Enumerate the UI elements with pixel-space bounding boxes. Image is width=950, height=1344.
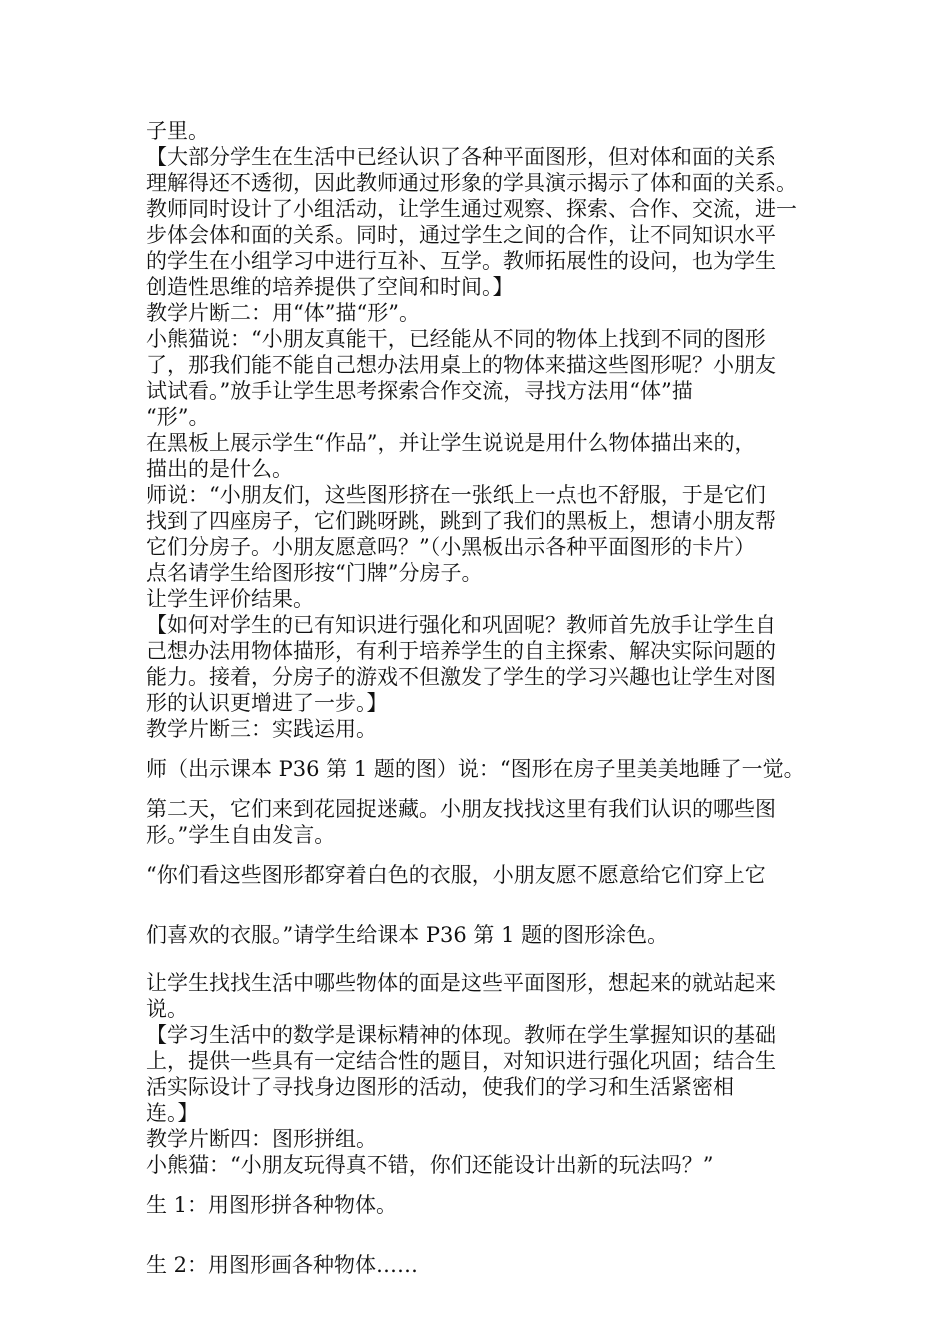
commentary-line: 上，提供一些具有一定结合性的题目，对知识进行强化巩固；结合生	[146, 1049, 776, 1073]
section-heading: 教学片断四：图形拼组。	[146, 1127, 377, 1151]
commentary-line: 理解得还不透彻，因此教师通过形象的学具演示揭示了体和面的关系。	[146, 171, 797, 195]
commentary-line: 活实际设计了寻找身边图形的活动，使我们的学习和生活紧密相	[146, 1075, 734, 1099]
text-line: 让学生找找生活中哪些物体的面是这些平面图形，想起来的就站起来	[146, 971, 776, 995]
text-line: 让学生评价结果。	[146, 587, 314, 611]
text-line: 在黑板上展示学生“作品”，并让学生说说是用什么物体描出来的，	[146, 431, 756, 455]
text-line: 找到了四座房子，它们跳呀跳，跳到了我们的黑板上，想请小朋友帮	[146, 509, 776, 533]
text-line: 生 2：用图形画各种物体……	[146, 1253, 419, 1277]
text-line: 它们分房子。小朋友愿意吗？”（小黑板出示各种平面图形的卡片）	[146, 535, 756, 559]
text-line: 试试看。”放手让学生思考探索合作交流，寻找方法用“体”描	[146, 379, 693, 403]
commentary-line: 教师同时设计了小组活动，让学生通过观察、探索、合作、交流，进一	[146, 197, 797, 221]
text-line: 小熊猫：“小朋友玩得真不错，你们还能设计出新的玩法吗？”	[146, 1153, 714, 1177]
commentary-line: 的学生在小组学习中进行互补、互学。教师拓展性的设问，也为学生	[146, 249, 776, 273]
commentary-line: 连。】	[146, 1101, 199, 1125]
text-line: 描出的是什么。	[146, 457, 293, 481]
section-heading: 教学片断三：实践运用。	[146, 717, 377, 741]
text-line: “形”。	[146, 405, 210, 429]
text-line: 说。	[146, 997, 188, 1021]
commentary-line: 步体会体和面的关系。同时，通过学生之间的合作，让不同知识水平	[146, 223, 776, 247]
commentary-line: 能力。接着，分房子的游戏不但激发了学生的学习兴趣也让学生对图	[146, 665, 776, 689]
text-line: 师说：“小朋友们，这些图形挤在一张纸上一点也不舒服，于是它们	[146, 483, 766, 507]
text-line: 了，那我们能不能自己想办法用桌上的物体来描这些图形呢？小朋友	[146, 353, 776, 377]
text-line: 形。”学生自由发言。	[146, 823, 336, 847]
text-line: 师（出示课本 P36 第 1 题的图）说：“图形在房子里美美地睡了一觉。	[146, 757, 805, 781]
commentary-line: 【大部分学生在生活中已经认识了各种平面图形，但对体和面的关系	[146, 145, 776, 169]
commentary-line: 己想办法用物体描形，有利于培养学生的自主探索、解决实际问题的	[146, 639, 776, 663]
commentary-line: 【如何对学生的已有知识进行强化和巩固呢？教师首先放手让学生自	[146, 613, 776, 637]
text-line: 子里。	[146, 119, 209, 143]
text-line: 生 1：用图形拼各种物体。	[146, 1193, 398, 1217]
text-line: “你们看这些图形都穿着白色的衣服，小朋友愿不愿意给它们穿上它	[146, 863, 766, 887]
commentary-line: 形的认识更增进了一步。】	[146, 691, 388, 715]
document-body	[146, 118, 818, 1278]
text-line: 第二天，它们来到花园捉迷藏。小朋友找找这里有我们认识的哪些图	[146, 797, 776, 821]
section-heading: 教学片断二：用“体”描“形”。	[146, 301, 420, 325]
commentary-line: 创造性思维的培养提供了空间和时间。】	[146, 275, 514, 299]
text-line: 点名请学生给图形按“门牌”分房子。	[146, 561, 483, 585]
commentary-line: 【学习生活中的数学是课标精神的体现。教师在学生掌握知识的基础	[146, 1023, 776, 1047]
text-line: 小熊猫说：“小朋友真能干，已经能从不同的物体上找到不同的图形	[146, 327, 766, 351]
text-line: 们喜欢的衣服。”请学生给课本 P36 第 1 题的图形涂色。	[146, 923, 669, 947]
